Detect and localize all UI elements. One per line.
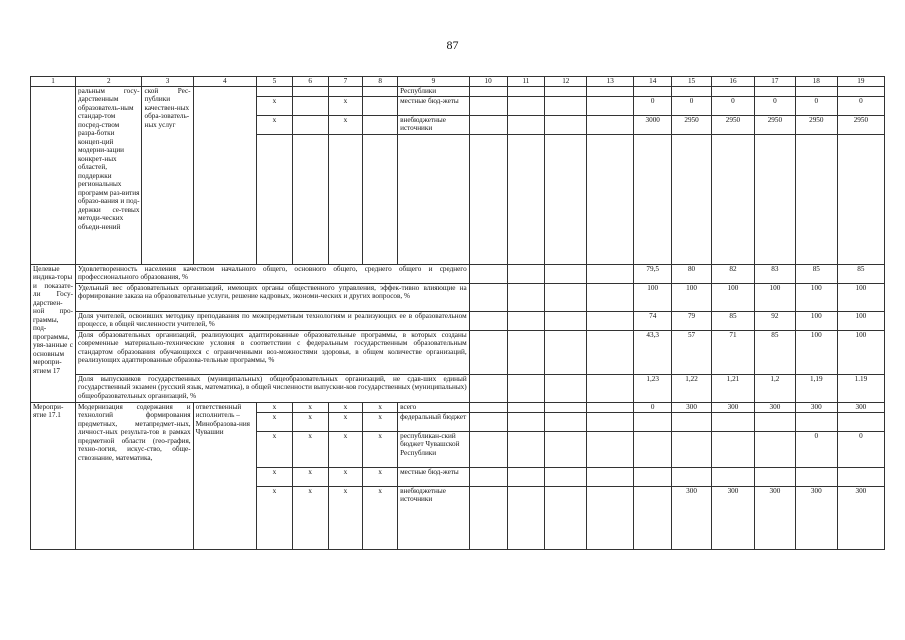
value-cell: [711, 468, 754, 487]
column-header: 10: [469, 77, 507, 87]
empty-cell: [507, 331, 545, 375]
empty-cell: [545, 432, 587, 468]
value-cell: [711, 413, 754, 432]
value-cell: 1,22: [672, 375, 712, 403]
empty-cell: [587, 413, 634, 432]
empty-cell: [292, 87, 328, 97]
code-cell: x: [257, 432, 293, 468]
value-cell: 1,21: [711, 375, 754, 403]
value-cell: 82: [711, 265, 754, 284]
source-label: всего: [398, 403, 470, 413]
value-cell: 57: [672, 331, 712, 375]
code-cell: x: [328, 432, 363, 468]
value-cell: 1.19: [837, 375, 884, 403]
source-label: республикан-ский бюджет Чувашской Республики: [398, 432, 470, 468]
empty-cell: [587, 312, 634, 331]
value-cell: 0: [754, 97, 795, 116]
empty-cell: [363, 97, 398, 116]
empty-cell: [507, 265, 545, 284]
value-cell: 300: [837, 403, 884, 413]
empty-cell: [507, 375, 545, 403]
value-cell: [634, 468, 672, 487]
value-cell: 0: [837, 97, 884, 116]
code-cell: x: [257, 116, 293, 135]
code-cell: x: [292, 413, 328, 432]
source-label: внебюджетные источники: [398, 487, 470, 550]
value-cell: [672, 468, 712, 487]
empty-cell: [837, 135, 884, 265]
indicator-row: [31, 284, 885, 312]
value-cell: 100: [795, 331, 837, 375]
value-cell: 100: [711, 284, 754, 312]
empty-cell: [507, 284, 545, 312]
value-cell: 300: [837, 487, 884, 550]
empty-cell: [634, 135, 672, 265]
empty-cell: [711, 135, 754, 265]
code-cell: x: [363, 487, 398, 550]
value-cell: 300: [795, 487, 837, 550]
value-cell: 2950: [795, 116, 837, 135]
empty-cell: [545, 87, 587, 97]
empty-cell: [545, 403, 587, 413]
column-header: 19: [837, 77, 884, 87]
code-cell: x: [292, 432, 328, 468]
column-header: 4: [193, 77, 256, 87]
value-cell: 300: [672, 403, 712, 413]
empty-cell: [257, 135, 293, 265]
empty-cell: [469, 87, 507, 97]
value-cell: 74: [634, 312, 672, 331]
value-cell: 0: [711, 97, 754, 116]
measure-label: Меропри-ятие 17.1: [31, 403, 76, 550]
code-cell: x: [257, 403, 293, 413]
value-cell: [711, 87, 754, 97]
empty-cell: [672, 135, 712, 265]
indicator-text: Доля образовательных организаций, реализующих адаптированные образовательные программы, в которых созданы современные материально-технические условия в соответствии с федеральным государственным образовательным стандартом образования обучающихся с ограниченными воз-можностями здоровья, в общем количестве организаций, реализующих адаптированные образова-тельные программы, %: [76, 331, 470, 375]
value-cell: 100: [837, 312, 884, 331]
indicator-row: [31, 312, 885, 331]
empty-cell: [469, 468, 507, 487]
indicator-text: Доля выпускников государственных (муниципальных) общеобразовательных организаций, не сдав-ших единый государственный экзамен (русский язык, математика), в общей численности выпускни-ков государственных (муниципальных) общеобразовательных организаций, %: [76, 375, 470, 403]
program-table: [30, 76, 885, 550]
column-header: 8: [363, 77, 398, 87]
empty-cell: [507, 135, 545, 265]
source-label: федеральный бюджет: [398, 413, 470, 432]
indicator-row: [31, 331, 885, 375]
empty-cell: [545, 487, 587, 550]
empty-cell: [31, 87, 76, 265]
column-header: 14: [634, 77, 672, 87]
source-label: местные бюд-жеты: [398, 97, 470, 116]
event-goal: ской Рес-публики качествен-ных обра-зователь-ных услуг: [142, 87, 193, 265]
value-cell: [711, 432, 754, 468]
value-cell: 300: [795, 403, 837, 413]
value-cell: 83: [754, 265, 795, 284]
empty-cell: [469, 116, 507, 135]
empty-cell: [469, 284, 507, 312]
event-description: ральным госу-дарственным образователь-ным стандар-том посред-ством разра-ботки концеп-ций модерни-зации конкрет-ных областей, поддержки региональных программ раз-вития образо-вания и под-держки се-тевых методи-ческих объеди-нений: [76, 87, 142, 265]
value-cell: 85: [754, 331, 795, 375]
empty-cell: [363, 116, 398, 135]
value-cell: 2950: [672, 116, 712, 135]
value-cell: [837, 413, 884, 432]
column-header: 1: [31, 77, 76, 87]
indicator-row: [31, 375, 885, 403]
value-cell: 85: [795, 265, 837, 284]
table-row: [31, 87, 885, 97]
empty-cell: [469, 432, 507, 468]
source-label: местные бюд-жеты: [398, 468, 470, 487]
value-cell: 100: [795, 312, 837, 331]
value-cell: 300: [754, 403, 795, 413]
column-header: 16: [711, 77, 754, 87]
value-cell: 100: [837, 331, 884, 375]
empty-cell: [469, 487, 507, 550]
column-header: 11: [507, 77, 545, 87]
empty-cell: [469, 135, 507, 265]
empty-cell: [507, 403, 545, 413]
value-cell: 79: [672, 312, 712, 331]
value-cell: 0: [795, 432, 837, 468]
empty-cell: [507, 97, 545, 116]
empty-cell: [587, 331, 634, 375]
value-cell: 85: [711, 312, 754, 331]
empty-cell: [328, 135, 363, 265]
column-header: 7: [328, 77, 363, 87]
empty-cell: [363, 135, 398, 265]
empty-cell: [469, 375, 507, 403]
code-cell: x: [363, 403, 398, 413]
value-cell: [754, 413, 795, 432]
empty-cell: [545, 284, 587, 312]
empty-cell: [507, 413, 545, 432]
empty-cell: [754, 135, 795, 265]
value-cell: 0: [634, 97, 672, 116]
empty-cell: [545, 312, 587, 331]
value-cell: [672, 413, 712, 432]
column-header: 17: [754, 77, 795, 87]
empty-cell: [587, 135, 634, 265]
value-cell: [795, 413, 837, 432]
column-header: 5: [257, 77, 293, 87]
value-cell: [754, 432, 795, 468]
empty-cell: [469, 331, 507, 375]
empty-cell: [193, 87, 256, 265]
indicators-label: Целевые индика-торы и показате-ли Госу-дарствен-ной про-граммы, под-программы, увя-занные с основным меропри-ятием 17: [31, 265, 76, 403]
empty-cell: [363, 87, 398, 97]
value-cell: [754, 468, 795, 487]
code-cell: x: [328, 97, 363, 116]
indicator-text: Удовлетворенность населения качеством начального общего, основного общего, среднего общего и среднего профессионального образования, %: [76, 265, 470, 284]
empty-cell: [507, 468, 545, 487]
value-cell: 100: [754, 284, 795, 312]
empty-cell: [292, 97, 328, 116]
measure-row: [31, 403, 885, 413]
value-cell: 43,3: [634, 331, 672, 375]
value-cell: 1,19: [795, 375, 837, 403]
column-header: 15: [672, 77, 712, 87]
value-cell: 100: [634, 284, 672, 312]
empty-cell: [587, 87, 634, 97]
empty-cell: [545, 468, 587, 487]
value-cell: [634, 413, 672, 432]
value-cell: 3000: [634, 116, 672, 135]
value-cell: 300: [711, 487, 754, 550]
value-cell: [672, 432, 712, 468]
value-cell: 0: [837, 432, 884, 468]
empty-cell: [545, 135, 587, 265]
empty-cell: [292, 135, 328, 265]
empty-cell: [292, 116, 328, 135]
code-cell: x: [363, 468, 398, 487]
column-header: 12: [545, 77, 587, 87]
column-header: 3: [142, 77, 193, 87]
code-cell: x: [328, 468, 363, 487]
code-cell: x: [328, 413, 363, 432]
empty-cell: [587, 487, 634, 550]
value-cell: 1,2: [754, 375, 795, 403]
value-cell: [837, 468, 884, 487]
value-cell: 300: [754, 487, 795, 550]
empty-cell: [545, 116, 587, 135]
empty-cell: [469, 97, 507, 116]
value-cell: 2950: [754, 116, 795, 135]
value-cell: 92: [754, 312, 795, 331]
value-cell: 0: [672, 97, 712, 116]
empty-cell: [587, 284, 634, 312]
empty-cell: [469, 413, 507, 432]
code-cell: x: [363, 432, 398, 468]
empty-cell: [587, 265, 634, 284]
measure-executor: ответственный исполнитель – Минобразова-ния Чувашии: [193, 403, 256, 550]
column-header: 18: [795, 77, 837, 87]
value-cell: [754, 87, 795, 97]
value-cell: 100: [672, 284, 712, 312]
indicator-text: Доля учителей, освоивших методику преподавания по межпредметным технологиям и реализующих ее в образовательном процессе, в общей численности учителей, %: [76, 312, 470, 331]
code-cell: x: [292, 403, 328, 413]
value-cell: 0: [634, 403, 672, 413]
code-cell: [328, 87, 363, 97]
empty-cell: [507, 312, 545, 331]
empty-cell: [545, 375, 587, 403]
code-cell: x: [257, 97, 293, 116]
code-cell: x: [328, 403, 363, 413]
empty-cell: [545, 265, 587, 284]
empty-cell: [587, 116, 634, 135]
source-label: внебюджетные источники: [398, 116, 470, 135]
column-header: 9: [398, 77, 470, 87]
value-cell: 0: [795, 97, 837, 116]
value-cell: [634, 432, 672, 468]
value-cell: 2950: [711, 116, 754, 135]
page-number: 87: [446, 38, 459, 52]
code-cell: x: [257, 413, 293, 432]
code-cell: x: [292, 468, 328, 487]
code-cell: [257, 87, 293, 97]
empty-cell: [587, 432, 634, 468]
empty-cell: [795, 135, 837, 265]
value-cell: 79,5: [634, 265, 672, 284]
empty-cell: [545, 331, 587, 375]
value-cell: 1,23: [634, 375, 672, 403]
value-cell: [795, 468, 837, 487]
value-cell: 100: [795, 284, 837, 312]
empty-cell: [545, 97, 587, 116]
value-cell: 80: [672, 265, 712, 284]
column-header: 2: [76, 77, 142, 87]
code-cell: x: [257, 468, 293, 487]
value-cell: [634, 87, 672, 97]
value-cell: [672, 87, 712, 97]
empty-cell: [507, 487, 545, 550]
empty-cell: [507, 87, 545, 97]
empty-cell: [587, 375, 634, 403]
empty-cell: [398, 135, 470, 265]
code-cell: x: [328, 487, 363, 550]
column-header: 6: [292, 77, 328, 87]
empty-cell: [469, 312, 507, 331]
value-cell: 300: [711, 403, 754, 413]
empty-cell: [507, 432, 545, 468]
code-cell: x: [363, 413, 398, 432]
code-cell: x: [257, 487, 293, 550]
value-cell: 85: [837, 265, 884, 284]
indicator-text: Удельный вес образовательных организаций, имеющих органы общественного управления, эффек-тивно влияющие на формирование заказа на образовательные услуги, решение кадровых, экономи-ческих и других вопросов, %: [76, 284, 470, 312]
empty-cell: [507, 116, 545, 135]
code-cell: x: [292, 487, 328, 550]
measure-title: Модернизация содержания и технологий формирования предметных, метапредмет-ных, личност-ных результа-тов в рамках предметной области (гео-графия, техно-логия, искус-ство, обще-ствознание, математика,: [76, 403, 194, 550]
column-header-row: [31, 77, 885, 87]
value-cell: [795, 87, 837, 97]
empty-cell: [469, 403, 507, 413]
value-cell: 2950: [837, 116, 884, 135]
empty-cell: [587, 403, 634, 413]
value-cell: [634, 487, 672, 550]
code-cell: x: [328, 116, 363, 135]
indicator-row: [31, 265, 885, 284]
empty-cell: [587, 97, 634, 116]
empty-cell: [587, 468, 634, 487]
value-cell: [837, 87, 884, 97]
value-cell: 300: [672, 487, 712, 550]
empty-cell: [545, 413, 587, 432]
empty-cell: [469, 265, 507, 284]
value-cell: 71: [711, 331, 754, 375]
column-header: 13: [587, 77, 634, 87]
source-label: Республики: [398, 87, 470, 97]
value-cell: 100: [837, 284, 884, 312]
